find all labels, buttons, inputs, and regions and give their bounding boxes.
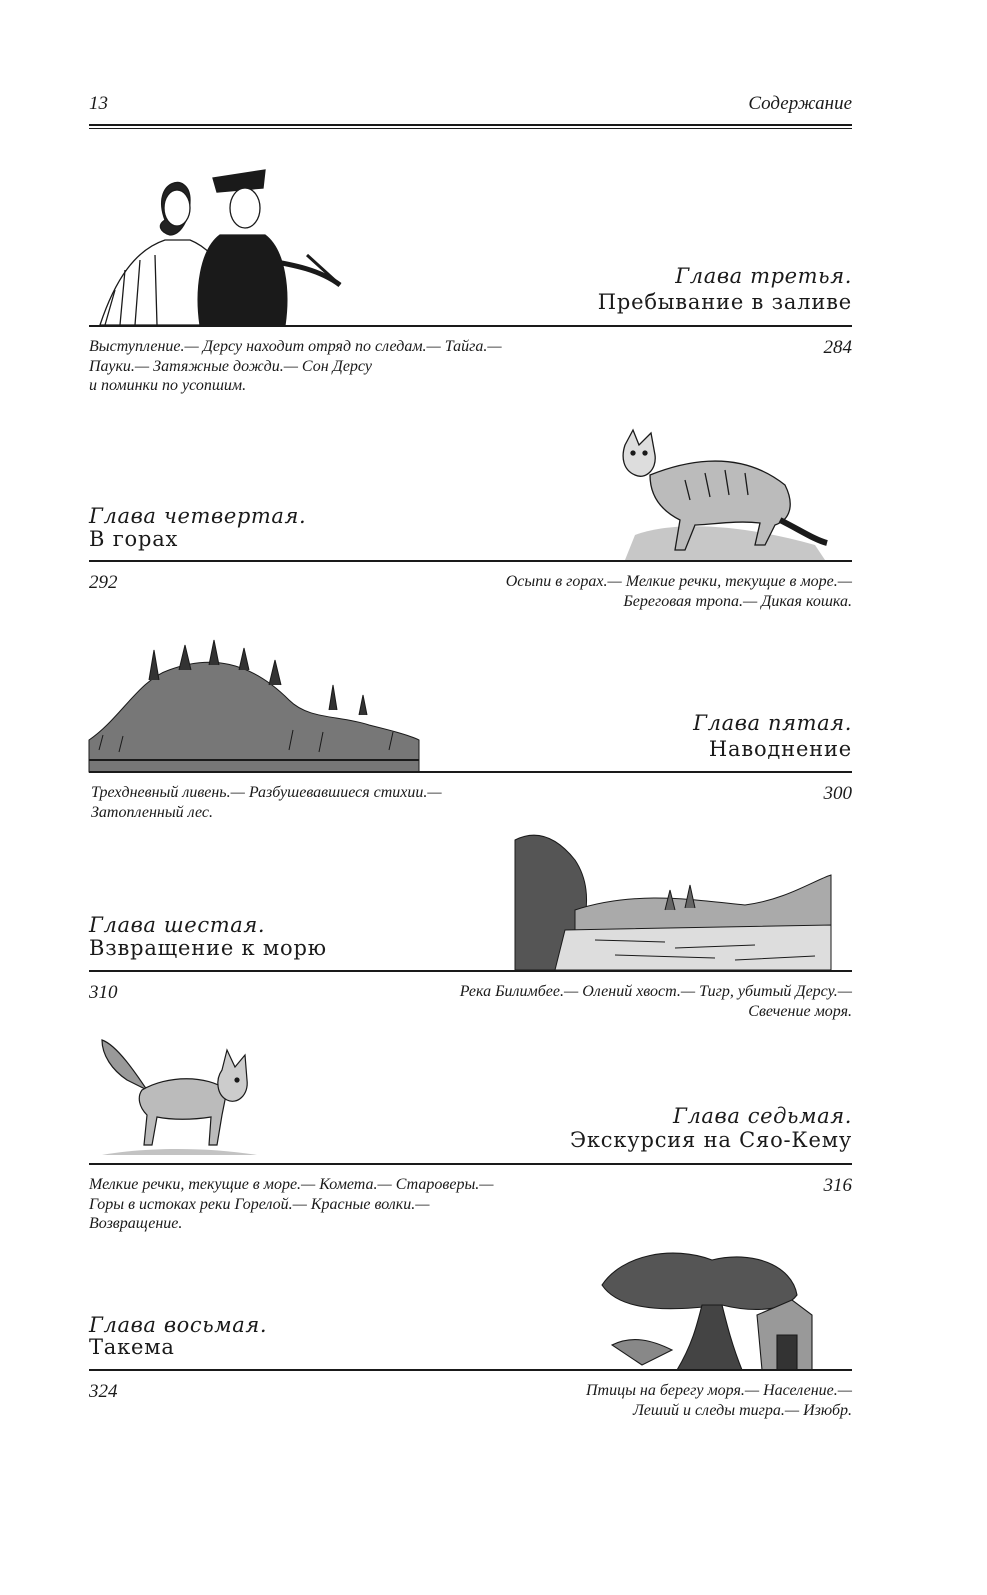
chapter-5-title: Глава пятая. [693,711,852,735]
chapter-5-rule [89,771,852,773]
two-people-illustration [95,160,355,325]
chapter-5-description: Трехдневный ливень.— Разбушевавшиеся стихии.— Затопленный лес. [91,784,442,821]
chapter-4-rule [89,560,852,562]
chapter-3-page: 284 [823,337,852,358]
chapter-8-page: 324 [89,1381,118,1402]
chapter-3-name: Пребывание в заливе [597,290,852,314]
chapter-5-name: Наводнение [708,737,852,761]
chapter-8-name: Такема [89,1335,175,1359]
running-title: Содержание [748,93,852,114]
chapter-7-name: Экскурсия на Сяо-Кему [570,1128,852,1152]
chapter-7-rule [89,1163,852,1165]
wild-cat-illustration [615,425,830,560]
forest-hill-illustration [89,640,419,772]
wolf-illustration [97,1035,257,1155]
chapter-3-description: Выступление.— Дерсу находит отряд по следам.— Тайга.— Пауки.— Затяжные дожди.— Сон Дерсу и поминки по усопшим. [89,338,502,394]
river-landscape-illustration [515,830,831,970]
chapter-6-title: Глава шестая. [89,913,266,937]
chapter-6-rule [89,970,852,972]
chapter-4-title: Глава четвертая. [89,504,307,528]
header-rule [89,124,852,129]
chapter-4-description: Осыпи в горах.— Мелкие речки, текущие в море.— Береговая тропа.— Дикая кошка. [505,573,852,610]
chapter-4-page: 292 [89,572,118,593]
page-number: 13 [89,93,108,114]
chapter-6-name: Взвращение к морю [89,936,327,960]
chapter-7-title: Глава седьмая. [672,1104,852,1128]
chapter-6-description: Река Билимбее.— Олений хвост.— Тигр, убитый Дерсу.— Свечение моря. [459,983,852,1020]
chapter-3-rule [89,325,852,327]
chapter-7-description: Мелкие речки, текущие в море.— Комета.— Староверы.— Горы в истоках реки Горелой.— Красные волки.— Возвращение. [89,1176,494,1232]
chapter-8-rule [89,1369,852,1371]
chapter-4-name: В горах [89,527,179,551]
chapter-3-title: Глава третья. [675,264,852,288]
chapter-8-description: Птицы на берегу моря.— Население.— Леший и следы тигра.— Изюбр. [585,1382,852,1419]
chapter-5-page: 300 [823,783,852,804]
chapter-8-title: Глава восьмая. [89,1313,268,1337]
chapter-7-page: 316 [823,1175,852,1196]
tree-hut-illustration [582,1245,822,1370]
chapter-6-page: 310 [89,982,118,1003]
